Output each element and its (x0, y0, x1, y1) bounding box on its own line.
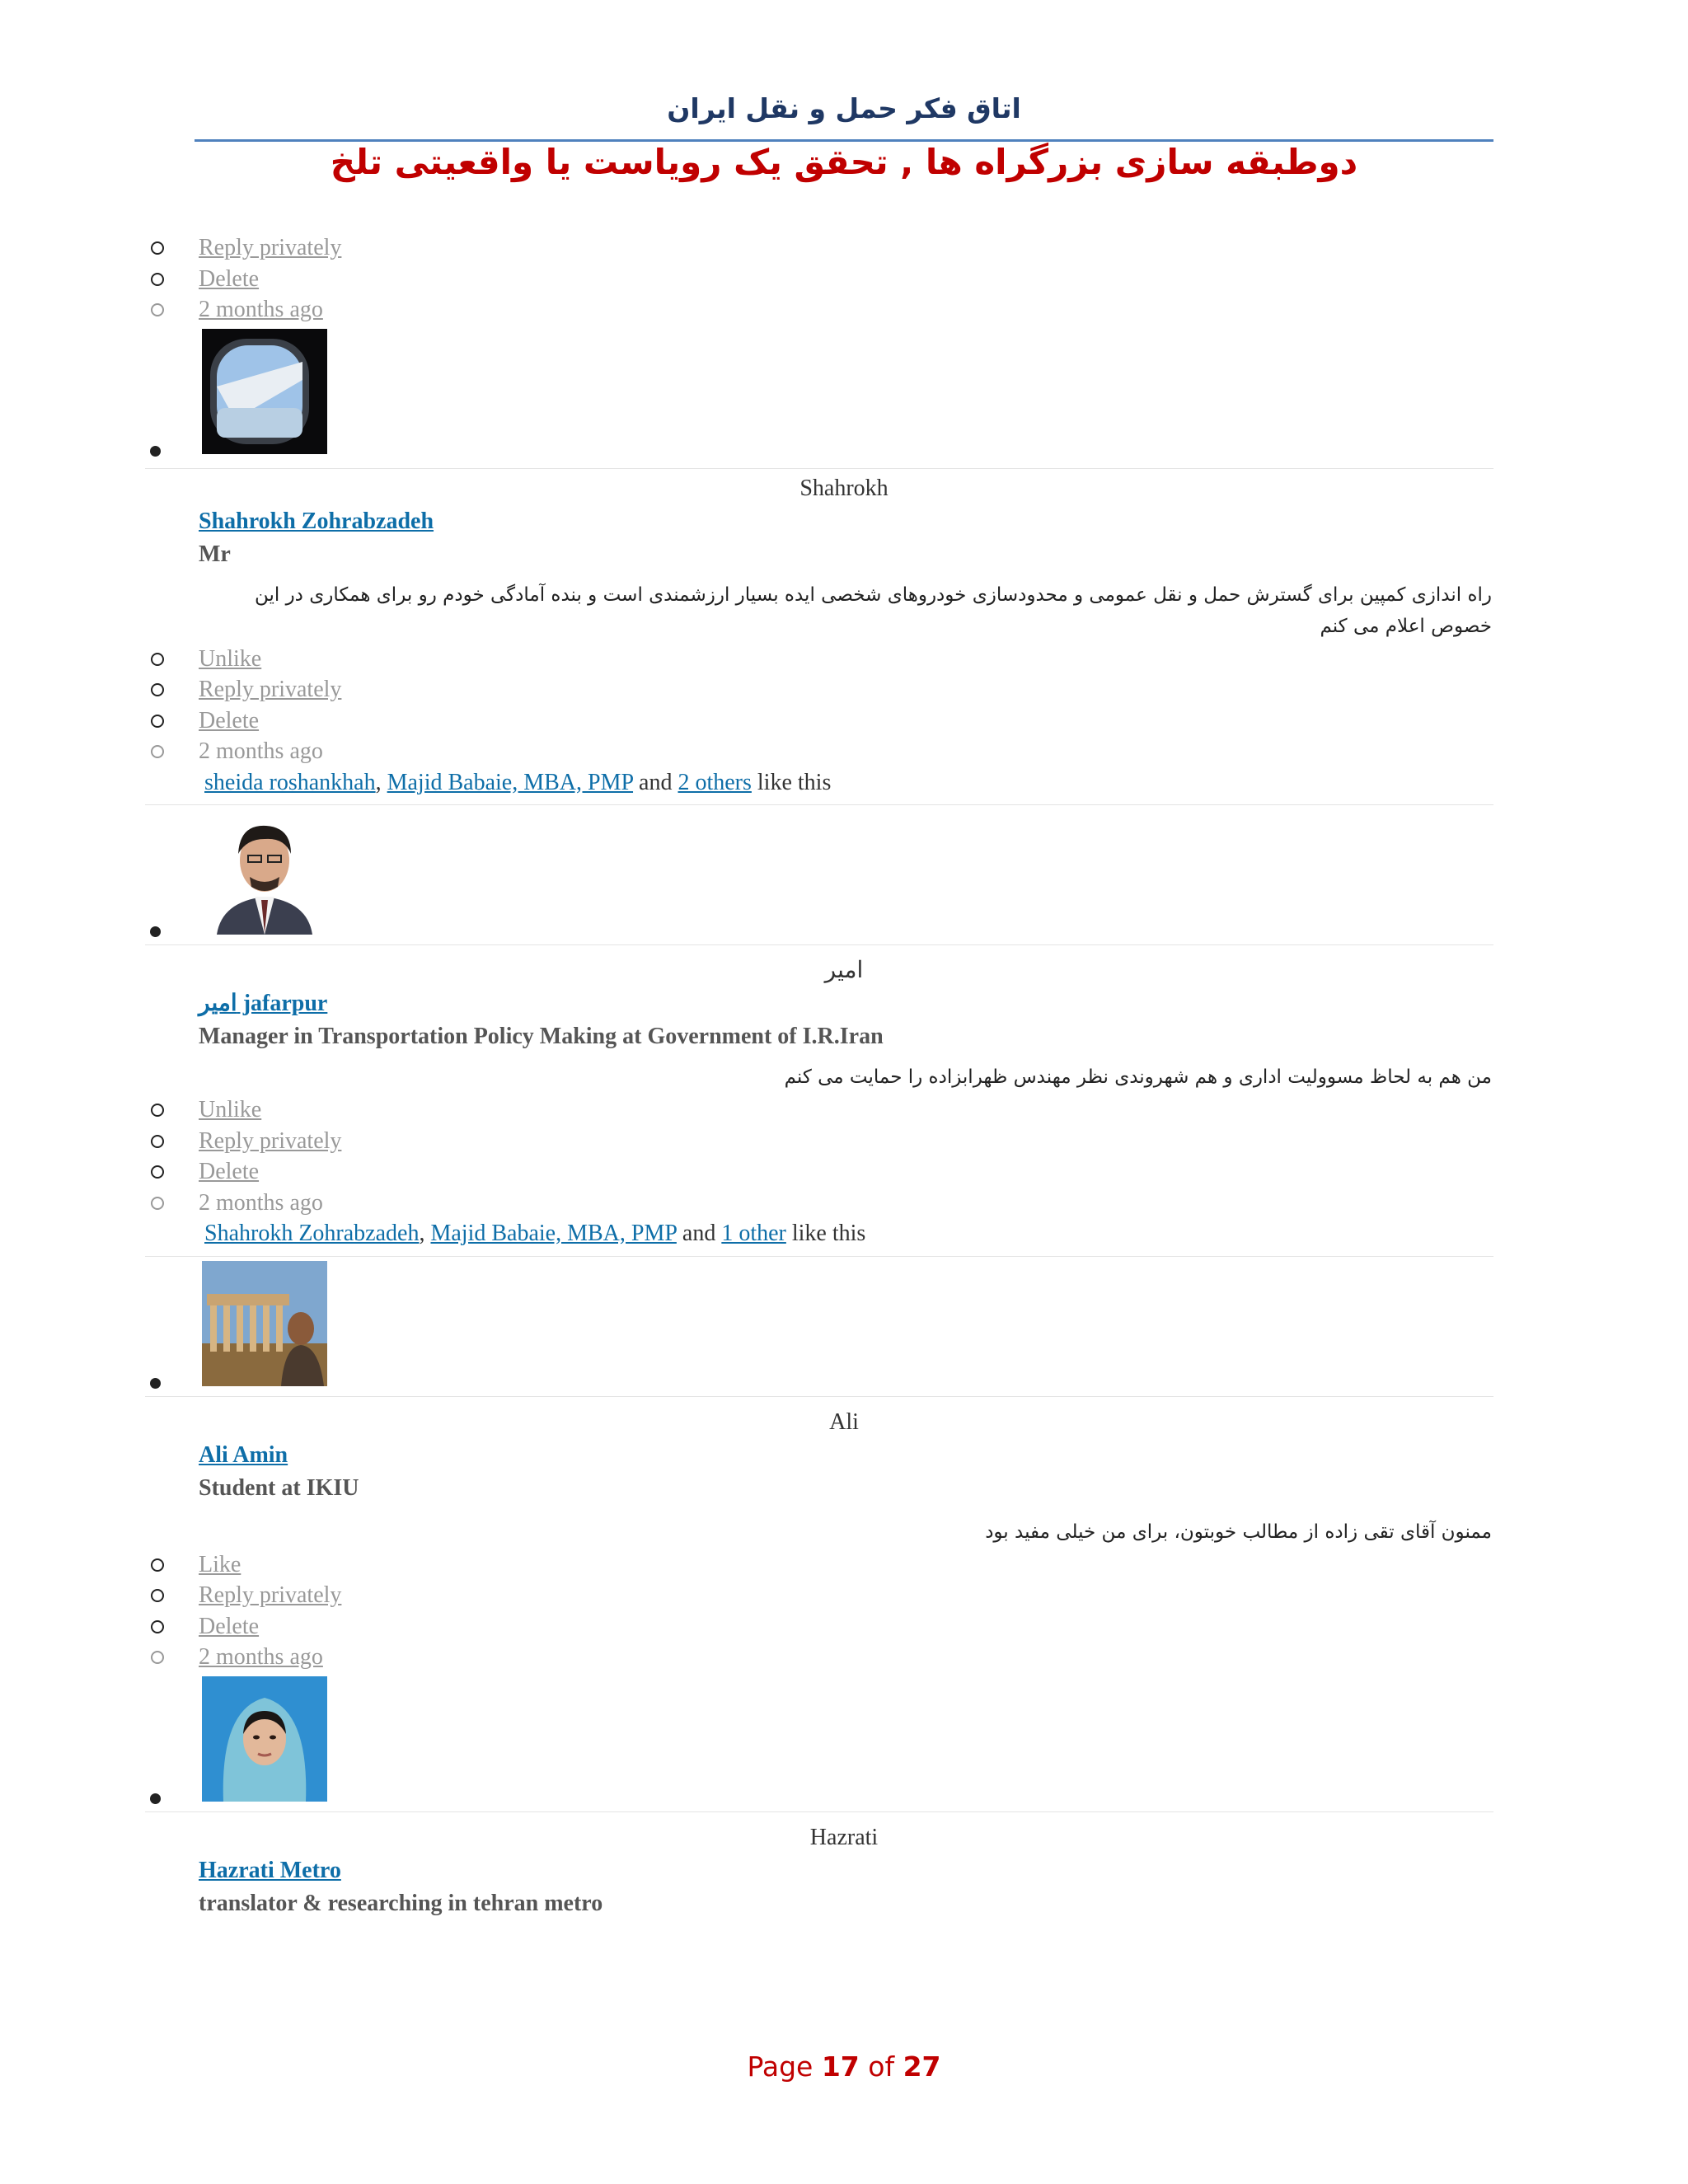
document-title: دوطبقه سازی بزرگراه ها , تحقق یک رویاست یا واقعیتی تلخ (330, 142, 1358, 182)
comment-thread (0, 232, 1688, 1920)
divider (145, 468, 1493, 469)
comment-text: من هم به لحاظ مسوولیت اداری و هم شهروندی نظر مهندس ظهرابزاده را حمایت می کنم (784, 1066, 1492, 1088)
comment-text: ممنون آقای تقی زاده از مطالب خوبتون، برای من خیلی مفید بود (985, 1521, 1492, 1543)
reply-privately-link[interactable]: Reply privately (199, 235, 342, 260)
liker-link[interactable]: sheida roshankhah (204, 769, 376, 795)
unlike-link[interactable]: Unlike (199, 645, 262, 672)
divider (145, 804, 1493, 805)
commenter-display-name: امیر (824, 958, 864, 983)
action-item (0, 736, 1688, 767)
delete-link[interactable]: Delete (199, 1613, 260, 1639)
action-item (0, 644, 1688, 675)
avatar[interactable] (202, 329, 327, 454)
avatar[interactable] (202, 809, 327, 935)
liker-link[interactable]: Shahrokh Zohrabzadeh (204, 1221, 420, 1246)
page-footer (0, 2050, 1688, 2083)
commenter-profile-link[interactable]: Ali Amin (199, 1441, 288, 1468)
commenter-display-name: Ali (829, 1408, 859, 1435)
circle-bullet-icon (151, 241, 164, 255)
liker-link[interactable]: Majid Babaie, MBA, PMP (430, 1221, 677, 1246)
circle-bullet-icon (151, 303, 164, 316)
delete-link[interactable]: Delete (199, 1159, 260, 1184)
comment-avatar-row (0, 1258, 1688, 1398)
action-item (0, 264, 1688, 295)
list-bullet-icon (150, 446, 161, 457)
reply-privately-link[interactable]: Reply privately (199, 1127, 342, 1154)
circle-bullet-icon (151, 1651, 164, 1664)
comment-text: راه اندازی کمپین برای گسترش حمل و نقل عمومی و محدودسازی خودروهای شخصی ایده بسیار ارزشمندی است و بنده آمادگی خودم رو برای همکاری در این خصوص اعلام می کنم (254, 583, 1492, 637)
commenter-headline: Manager in Transportation Policy Making at Government of I.R.Iran (199, 1024, 884, 1049)
action-list (0, 644, 1688, 767)
circle-bullet-icon (151, 653, 164, 666)
circle-bullet-icon (151, 683, 164, 696)
avatar[interactable] (202, 1676, 327, 1802)
likes-suffix: like this (791, 1221, 866, 1246)
timestamp: 2 months ago (199, 1189, 323, 1216)
comment-avatar-row (0, 806, 1688, 946)
list-bullet-icon (150, 1793, 161, 1804)
others-link[interactable]: 1 other (721, 1221, 786, 1246)
circle-bullet-icon (151, 715, 164, 728)
circle-bullet-icon (151, 1558, 164, 1572)
likes-conjunction: and (682, 1221, 716, 1246)
others-link[interactable]: 2 others (678, 769, 752, 795)
circle-bullet-icon (151, 745, 164, 758)
circle-bullet-icon (151, 1589, 164, 1602)
action-item (0, 1094, 1688, 1126)
comment-avatar-row (0, 326, 1688, 466)
divider (145, 1811, 1493, 1812)
action-item (0, 294, 1688, 326)
action-item (0, 674, 1688, 705)
reply-privately-link[interactable]: Reply privately (199, 1582, 342, 1608)
divider (145, 1396, 1493, 1397)
timestamp-link[interactable]: 2 months ago (199, 1644, 323, 1670)
circle-bullet-icon (151, 1620, 164, 1633)
circle-bullet-icon (151, 1165, 164, 1179)
action-item (0, 1549, 1688, 1581)
commenter-profile-link[interactable]: Shahrokh Zohrabzadeh (199, 508, 434, 534)
circle-bullet-icon (151, 1197, 164, 1210)
likes-conjunction: and (639, 769, 673, 795)
action-list (0, 232, 1688, 326)
action-item (0, 705, 1688, 737)
page-total: 27 (903, 2050, 941, 2083)
circle-bullet-icon (151, 1135, 164, 1148)
liker-link[interactable]: Majid Babaie, MBA, PMP (387, 769, 634, 795)
action-item (0, 1126, 1688, 1157)
list-bullet-icon (150, 926, 161, 937)
of-label: of (868, 2050, 895, 2083)
circle-bullet-icon (151, 1104, 164, 1117)
timestamp: 2 months ago (199, 738, 323, 764)
page-number: 17 (821, 2050, 860, 2083)
commenter-profile-link[interactable]: Hazrati Metro (199, 1857, 341, 1883)
commenter-headline: translator & researching in tehran metro (199, 1890, 603, 1916)
action-item (0, 1642, 1688, 1673)
divider (145, 944, 1493, 945)
timestamp-link[interactable]: 2 months ago (199, 297, 323, 322)
delete-link[interactable]: Delete (199, 707, 260, 733)
commenter-headline: Student at IKIU (199, 1474, 359, 1501)
commenter-display-name: Shahrokh (799, 475, 889, 501)
page-label: Page (747, 2050, 814, 2083)
comment-avatar-row (0, 1673, 1688, 1813)
reply-privately-link[interactable]: Reply privately (199, 677, 342, 702)
commenter-headline: Mr (199, 541, 231, 567)
likes-summary: sheida roshankhah, Majid Babaie, MBA, PMP and 2 others like this (204, 769, 832, 795)
list-bullet-icon (150, 1378, 161, 1389)
commenter-profile-link[interactable]: امیر jafarpur (199, 991, 328, 1016)
likes-summary: Shahrokh Zohrabzadeh, Majid Babaie, MBA, PMP and 1 other like this (204, 1221, 866, 1246)
action-item (0, 1580, 1688, 1611)
action-item (0, 1156, 1688, 1188)
commenter-display-name: Hazrati (809, 1824, 879, 1850)
divider (145, 1256, 1493, 1257)
likes-suffix: like this (757, 769, 832, 795)
unlike-link[interactable]: Unlike (199, 1097, 262, 1122)
action-item (0, 232, 1688, 264)
action-list (0, 1094, 1688, 1218)
like-link[interactable]: Like (199, 1551, 241, 1577)
circle-bullet-icon (151, 273, 164, 286)
avatar[interactable] (202, 1261, 327, 1386)
action-item (0, 1188, 1688, 1219)
action-list (0, 1549, 1688, 1673)
delete-link[interactable]: Delete (199, 265, 260, 292)
action-item (0, 1611, 1688, 1643)
site-title: اتاق فکر حمل و نقل ایران (667, 92, 1021, 124)
